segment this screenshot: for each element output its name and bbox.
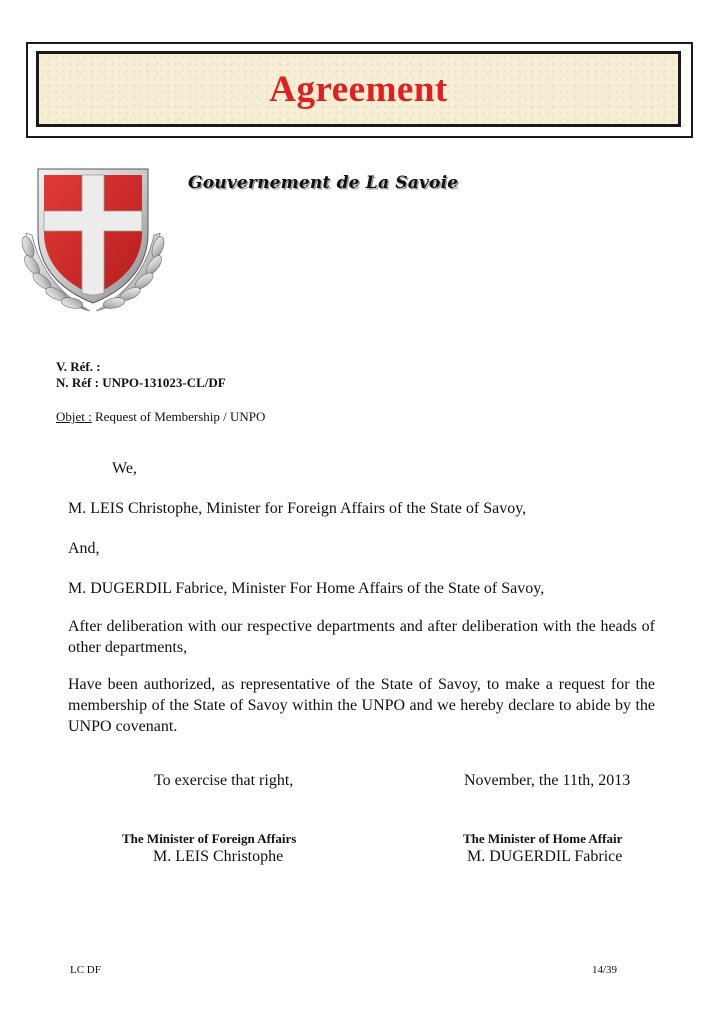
deliberation-paragraph: After deliberation with our respective departments and after deliberation with the heads of other departments, — [68, 618, 655, 656]
left-signatory-title: The Minister of Foreign Affairs — [122, 831, 297, 846]
objet-text: Request of Membership / UNPO — [91, 409, 266, 424]
right-signatory-name: M. DUGERDIL Fabrice — [467, 848, 623, 865]
and-paragraph: And, — [68, 540, 100, 557]
objet-line — [56, 409, 265, 425]
page-number: 14/39 — [592, 964, 618, 976]
left-signatory-name: M. LEIS Christophe — [153, 848, 284, 865]
salutation-we: We, — [112, 460, 137, 477]
authorization-paragraph: Have been authorized, as representative of the State of Savoy, to make a request for the membership of the State of Savoy within the UNPO and we hereby declare to abide by the UNPO covenant. — [68, 676, 655, 735]
title-banner — [36, 51, 681, 127]
right-signatory-title: The Minister of Home Affair — [463, 831, 623, 846]
document-title: Agreement — [269, 68, 448, 110]
exercise-right-text: To exercise that right, — [154, 772, 294, 789]
savoy-coat-of-arms-icon — [18, 163, 168, 323]
objet-label: Objet : — [56, 409, 92, 424]
minister-home-paragraph: M. DUGERDIL Fabrice, Minister For Home Affairs of the State of Savoy, — [68, 580, 545, 597]
minister-foreign-paragraph: M. LEIS Christophe, Minister for Foreign Affairs of the State of Savoy, — [68, 500, 527, 517]
nref-line: N. Réf : UNPO-131023-CL/DF — [56, 375, 226, 390]
footer-initials: LC DF — [70, 964, 101, 976]
date-text: November, the 11th, 2013 — [464, 772, 631, 789]
government-title: Gouvernement de La Savoie — [188, 173, 459, 193]
vref-line: V. Réf. : — [56, 359, 101, 374]
